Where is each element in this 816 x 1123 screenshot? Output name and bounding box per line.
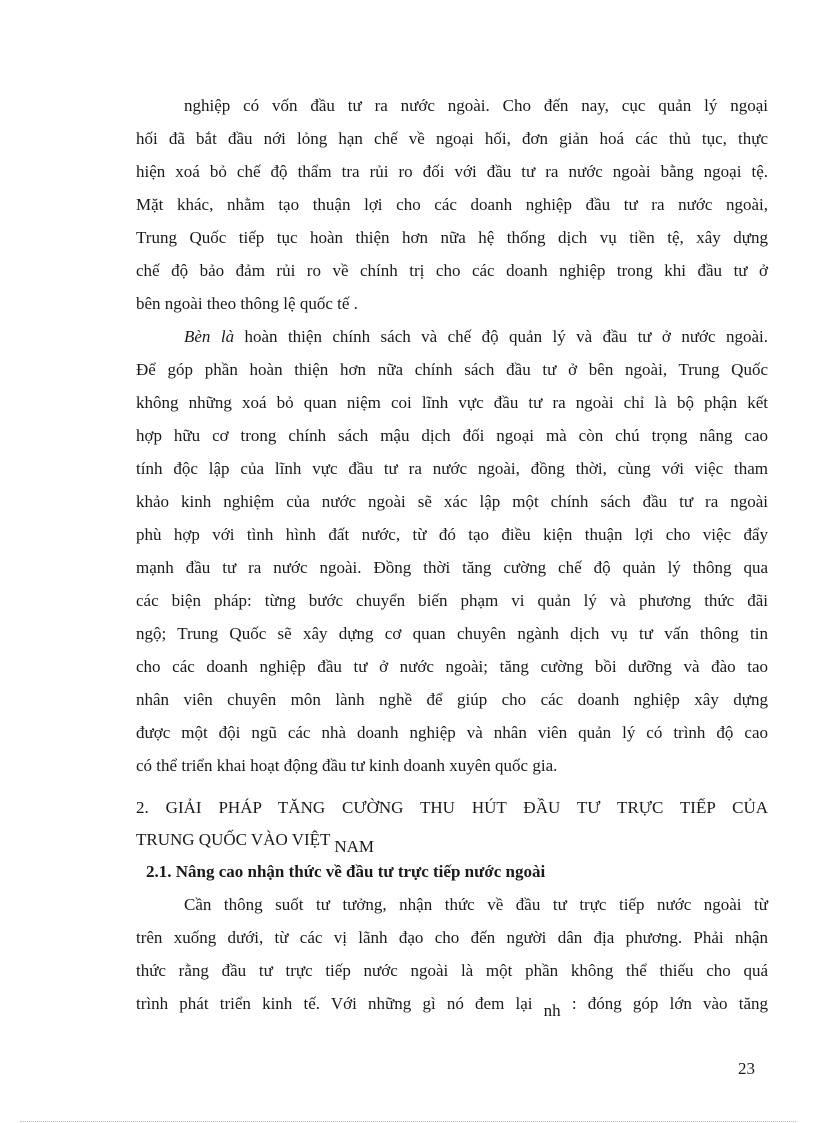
para2-line: cho các doanh nghiệp đầu tư ở nước ngoài; tăng cường bồi dưỡng và đào tao	[136, 657, 768, 676]
page-number: 23	[738, 1059, 755, 1078]
para3-last-after: : đóng góp lớn vào tăng	[560, 994, 768, 1013]
para2-line: khảo kinh nghiệm của nước ngoài sẽ xác lập một chính sách đầu tư ra ngoài	[136, 492, 768, 511]
para2-line: ngộ; Trung Quốc sẽ xây dựng cơ quan chuyên ngành dịch vụ tư vấn thông tin	[136, 624, 768, 643]
para2-line: nhân viên chuyên môn lành nghề để giúp cho các doanh nghiệp xây dựng	[136, 690, 768, 709]
para2-line: hợp hữu cơ trong chính sách mậu dịch đối ngoại mà còn chú trọng nâng cao	[136, 426, 768, 445]
para2-lead-rest: hoàn thiện chính sách và chế độ quản lý và đầu tư ở nước ngoài.	[234, 327, 769, 346]
para2-line: có thể triển khai hoạt động đầu tư kinh doanh xuyên quốc gia.	[136, 756, 558, 775]
para3-line: thức rằng đầu tư trực tiếp nước ngoài là một phần không thể thiếu cho quá	[136, 961, 768, 980]
para1-line-3: hiện xoá bỏ chế độ thẩm tra rủi ro đối với đầu tư ra nước ngoài bằng ngoại tệ.	[136, 162, 768, 181]
para3-last-lowered: nh	[543, 1001, 561, 1020]
para3-line: Cần thông suốt tư tưởng, nhận thức về đầu tư trực tiếp nước ngoài từ	[184, 895, 768, 914]
section-heading-line-2	[136, 829, 768, 856]
para2-first-line	[184, 326, 768, 348]
para1-line-7: bên ngoài theo thông lệ quốc tế .	[136, 294, 358, 313]
para1-line-5: Trung Quốc tiếp tục hoàn thiện hơn nữa hệ thống dịch vụ tiền tệ, xây dựng	[136, 228, 768, 247]
para2-line: không những xoá bỏ quan niệm coi lĩnh vực đầu tư ra ngoài chỉ là bộ phận kết	[136, 393, 768, 412]
subheading-2-1: 2.1. Nâng cao nhận thức về đầu tư trực tiếp nước ngoài	[146, 862, 546, 881]
para2-line: các biện pháp: từng bước chuyển biến phạm vi quản lý và phương thức đãi	[136, 591, 768, 610]
section-heading-main: TRUNG QUỐC VÀO VIỆT	[136, 830, 335, 849]
page-bottom-rule	[20, 1121, 796, 1122]
para1-line-2: hối đã bắt đầu nới lỏng hạn chế về ngoại hối, đơn giản hoá các thủ tục, thực	[136, 129, 768, 148]
para3-last-before: trình phát triển kinh tế. Với những gì nó đem lại	[136, 994, 544, 1013]
para2-line: tính độc lập của lĩnh vực đầu tư ra nước ngoài, đồng thời, cùng với việc tham	[136, 459, 768, 478]
para1-line-4: Mặt khác, nhằm tạo thuận lợi cho các doanh nghiệp đầu tư ra nước ngoài,	[136, 195, 768, 214]
para1-line-6: chế độ bảo đảm rủi ro về chính trị cho các doanh nghiệp trong khi đầu tư ở	[136, 261, 768, 280]
para2-line: mạnh đầu tư ra nước ngoài. Đồng thời tăng cường chế độ quản lý thông qua	[136, 558, 768, 577]
para2-line: phù hợp với tình hình đất nước, từ đó tạo điều kiện thuận lợi cho việc đẩy	[136, 525, 768, 544]
section-heading-line-1: 2. GIẢI PHÁP TĂNG CƯỜNG THU HÚT ĐẦU TƯ TRỰC TIẾP CỦA	[136, 798, 768, 817]
para2-line: Để góp phần hoàn thiện hơn nữa chính sách đầu tư ở bên ngoài, Trung Quốc	[136, 360, 768, 379]
para3-last-line	[136, 993, 768, 1020]
para2-lead-italic: Bèn là	[184, 327, 235, 346]
section-heading-lowered: NAM	[334, 837, 375, 856]
para2-line: được một đội ngũ các nhà doanh nghiệp và nhân viên quản lý có trình độ cao	[136, 723, 768, 742]
para3-line: trên xuống dưới, từ các vị lãnh đạo cho đến người dân địa phương. Phải nhận	[136, 928, 768, 947]
para1-line-1: nghiệp có vốn đầu tư ra nước ngoài. Cho đến nay, cục quản lý ngoại	[184, 96, 768, 115]
